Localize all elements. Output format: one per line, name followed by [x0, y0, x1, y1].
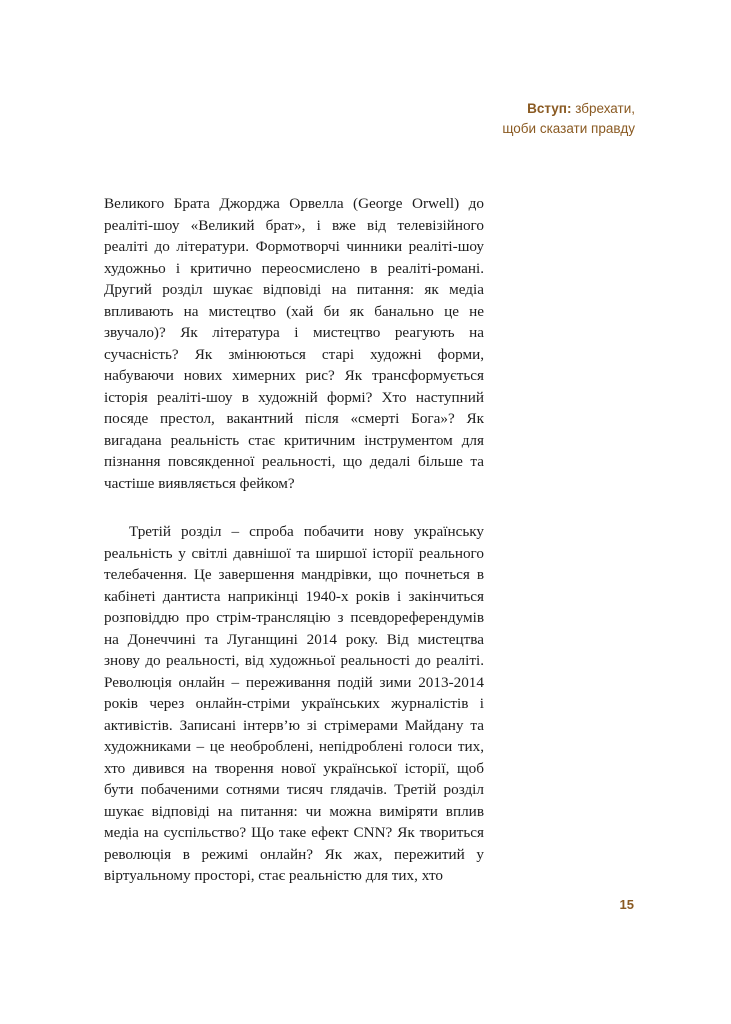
running-head-title-part-2: щоби сказати правду [502, 121, 635, 136]
running-head [375, 99, 635, 139]
page-number: 15 [619, 897, 634, 912]
running-head-line-1 [375, 99, 635, 119]
running-head-chapter: Вступ: [527, 101, 572, 116]
running-head-title-part-1: збрехати, [575, 101, 635, 116]
paragraph-1: Великого Брата Джорджа Орвелла (George Orwell) до реаліті-шоу «Великий брат», і вже від телевізійного реаліті до літератури. Формотворчі чинники реаліті-шоу художньо і критично переосмислено в реаліті-романі. Другий розділ шукає відповіді на питання: як медіа впливають на мистецтво (хай би як банально це не звучало)? Як література і мистецтво реагують на сучасність? Як змінюються старі художні форми, набуваючи нових химерних рис? Як трансформується історія реаліті-шоу в художній формі? Хто наступний посяде престол, вакантний після «смерті Бога»? Як вигадана реальність стає критичним інструментом для пізнання повсякденної реальності, що дедалі більше та частіше виявляється фейком? [104, 195, 484, 492]
paragraph-2: Третій розділ – спроба побачити нову українську реальність у світлі давнішої та ширшої історії реального телебачення. Це завершення мандрівки, що почнеться в кабінеті дантиста наприкінці 1940-х років і закінчиться розповіддю про стрім-трансляцію з псевдореферендумів на Донеччині та Луганщині 2014 року. Від мистецтва знову до реальності, від художньої реальності до реаліті. Революція онлайн – переживання подій зими 2013-2014 років через онлайн-стріми українських журналістів і активістів. Записані інтерв’ю зі стрімерами Майдану та художниками – це необроблені, непідроблені голоси тих, хто дивився на творення нової української історії, щоб бути побаченими сотнями тисяч глядачів. Третій розділ шукає відповіді на питання: чи можна виміряти вплив медіа на суспільство? Що таке ефект CNN? Як твориться революція в режимі онлайн? Як жах, пережитий у віртуальному просторі, стає реальністю для тих, хто [104, 523, 484, 884]
body-text [104, 193, 484, 887]
